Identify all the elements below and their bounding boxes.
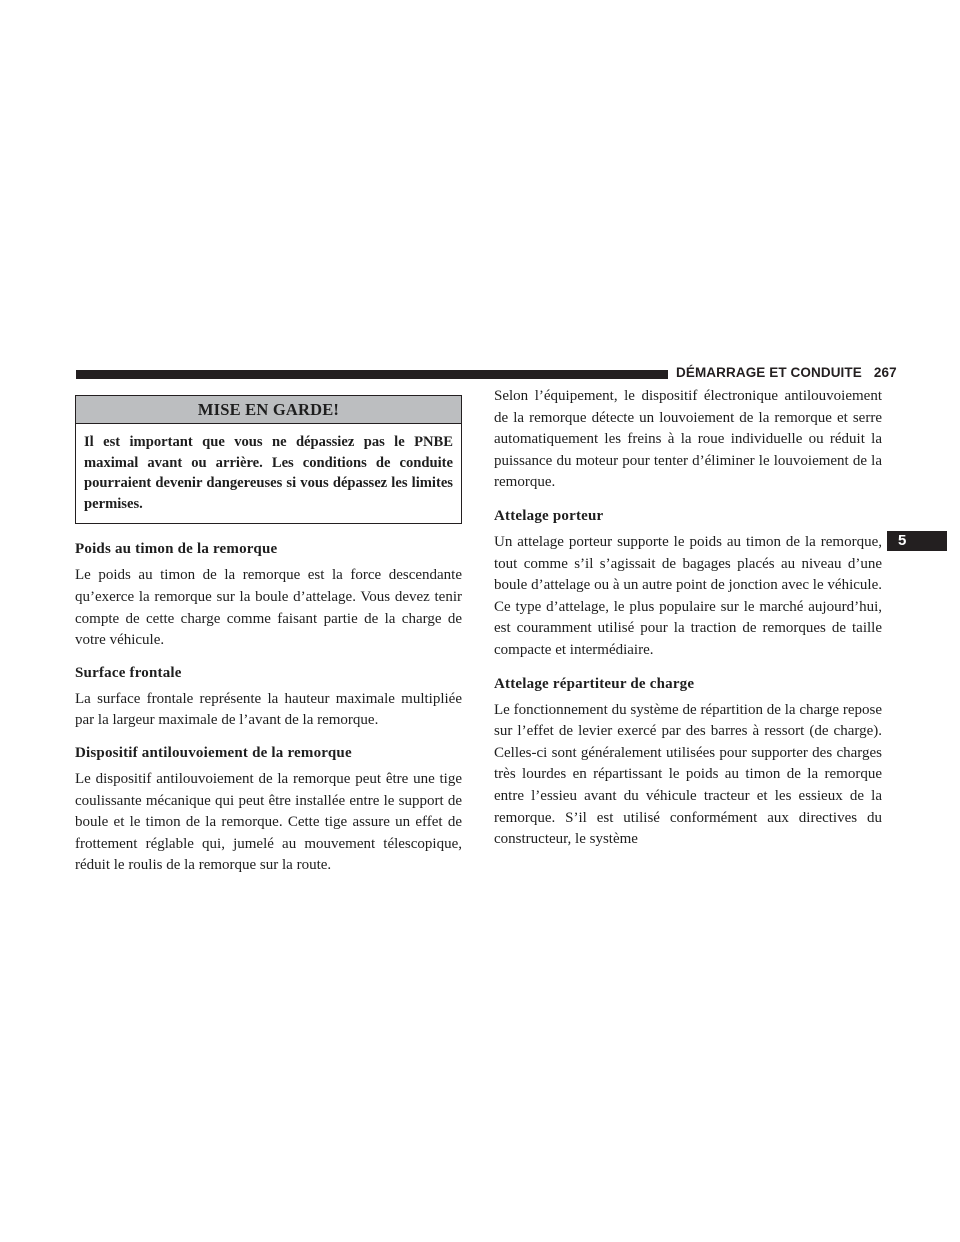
warning-box	[75, 395, 462, 524]
paragraph-antilouvoiement: Le dispositif antilouvoiement de la remorque peut être une tige coulissante mécanique qui peut être installée entre le support de boule et le timon de la remorque. Cette tige assure un effet de frottement réglable qui, jumelé au mouvement télescopique, réduit le roulis de la remorque sur la route.	[75, 770, 462, 874]
paragraph-poids-timon: Le poids au timon de la remorque est la force descendante qu’exerce la remorque sur la boule d’attelage. Vous devez tenir compte de cette charge comme faisant partie de la charge de votre véhicule.	[75, 567, 462, 649]
heading-surface-frontale: Surface frontale	[75, 664, 182, 681]
warning-text: Il est important que vous ne dépassiez pas le PNBE maximal avant ou arrière. Les conditions de conduite pourraient devenir dangereuses si vous dépassez les limites permises.	[84, 434, 453, 512]
page-number: 267	[873, 365, 897, 380]
right-column	[494, 386, 882, 862]
left-column	[75, 395, 462, 887]
warning-title: MISE EN GARDE!	[76, 396, 461, 424]
section-title: DÉMARRAGE ET CONDUITE	[676, 365, 862, 380]
paragraph-attelage-porteur: Un attelage porteur supporte le poids au timon de la remorque, tout comme s’il s’agissait de bagages placés au niveau d’une boule d’attelage ou à un autre point de jonction avec le véhicule. Ce type d’attelage, le plus populaire sur le marché aujourd’hui, est couramment utilisé pour la traction de remorques de taille compacte et intermédiaire.	[494, 533, 882, 658]
running-header	[676, 365, 897, 380]
chapter-number: 5	[898, 532, 907, 549]
heading-attelage-repartiteur: Attelage répartiteur de charge	[494, 675, 695, 692]
header-rule	[76, 370, 668, 379]
heading-antilouvoiement: Dispositif antilouvoiement de la remorque	[75, 744, 352, 761]
paragraph-surface-frontale: La surface frontale représente la hauteur maximale multipliée par la largeur maximale de l’avant de la remorque.	[75, 690, 462, 729]
heading-poids-timon: Poids au timon de la remorque	[75, 541, 278, 558]
chapter-tab	[887, 531, 947, 551]
heading-attelage-porteur: Attelage porteur	[494, 507, 604, 524]
paragraph-attelage-repartiteur: Le fonctionnement du système de répartition de la charge repose sur l’effet de levier exercé par des barres à ressort (de charge). Celles-ci sont généralement utilisées pour supporter des charges très lourdes en répartissant le poids au timon de la remorque entre l’essieu avant du véhicule tracteur et les essieux de la remorque. S’il est utilisé conformément aux directives du constructeur, le système	[494, 701, 882, 848]
paragraph-intro-electronique: Selon l’équipement, le dispositif électronique antilouvoiement de la remorque détecte un louvoiement de la remorque et serre automatiquement les freins à la roue individuelle ou réduit la puissance du moteur pour tenter d’éliminer le louvoiement de la remorque.	[494, 388, 882, 491]
